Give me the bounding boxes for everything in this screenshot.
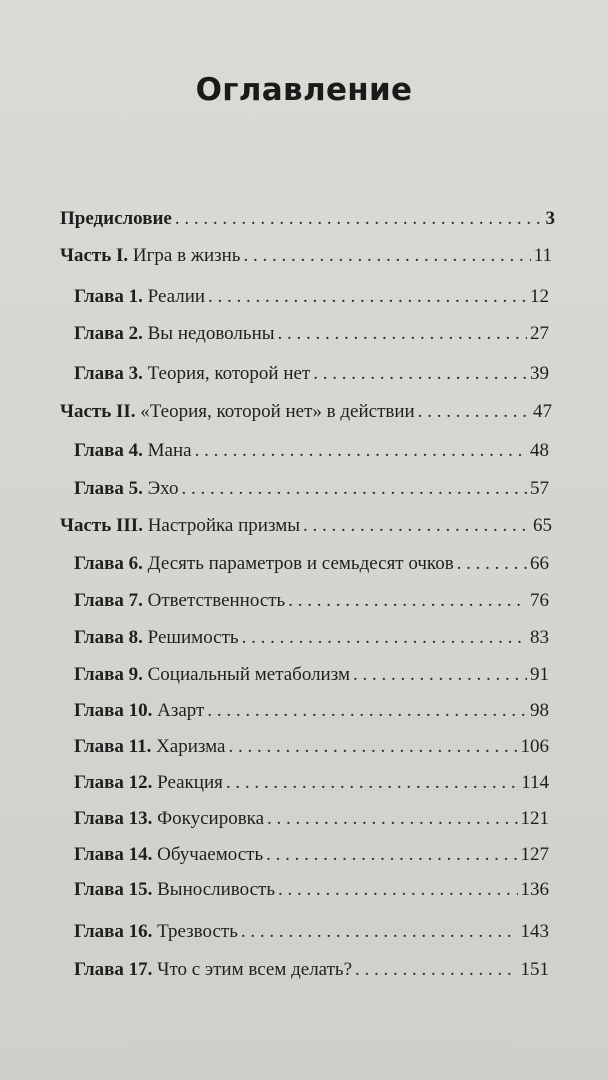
entry-page: 48 [530,440,549,461]
entry-prefix: Часть III. [60,515,143,536]
leader-dots [266,840,517,870]
entry-prefix: Часть I. [60,245,129,266]
entry-prefix: Глава 1. [74,286,143,307]
entry-page: 27 [530,323,549,344]
toc-entry-chapter-15 [74,875,549,905]
entry-prefix: Глава 15. [74,879,153,900]
leader-dots [228,732,517,762]
entry-page: 136 [520,879,549,900]
entry-page: 143 [520,921,549,942]
leader-dots [195,436,527,466]
entry-title: Трезвость [157,921,238,942]
entry-prefix: Глава 13. [74,808,153,829]
entry-prefix: Глава 7. [74,590,143,611]
entry-prefix: Глава 2. [74,323,143,344]
toc-entry-chapter-12 [74,768,549,798]
entry-prefix: Глава 4. [74,440,143,461]
leader-dots [181,474,527,504]
entry-title: «Теория, которой нет» в действии [140,401,415,422]
entry-title: Азарт [157,700,205,721]
toc-entry-chapter-9 [74,660,549,690]
entry-prefix: Глава 5. [74,478,143,499]
leader-dots [457,549,527,579]
leader-dots [243,241,530,271]
entry-page: 11 [533,245,552,266]
toc-entry-chapter-2 [74,319,549,349]
toc-entry-chapter-10 [74,696,549,726]
entry-page: 76 [530,590,549,611]
entry-page: 12 [530,286,549,307]
entry-prefix: Глава 6. [74,553,143,574]
leader-dots [353,660,527,690]
leader-dots [241,917,518,947]
toc-entry-chapter-5 [74,474,549,504]
entry-prefix: Глава 3. [74,363,143,384]
leader-dots [226,768,518,798]
entry-title: Теория, которой нет [147,363,311,384]
leader-dots [175,204,543,234]
entry-title: Что с этим всем делать? [157,959,353,980]
toc-entry-chapter-16 [74,917,549,947]
entry-title: Эхо [147,478,179,499]
toc-entry-chapter-17 [74,955,549,985]
entry-page: 39 [530,363,549,384]
entry-title: Решимость [147,627,239,648]
toc-entry-chapter-14 [74,840,549,870]
entry-title: Вы недовольны [147,323,275,344]
toc-entry-chapter-4 [74,436,549,466]
toc-entry-chapter-11 [74,732,549,762]
toc-entry-part-2 [60,397,552,427]
toc-entry-chapter-13 [74,804,549,834]
entry-prefix: Глава 11. [74,736,152,757]
entry-title: Десять параметров и семьдесят очков [147,553,454,574]
entry-page: 91 [530,664,549,685]
toc-entry-chapter-6 [74,549,549,579]
entry-prefix: Глава 16. [74,921,153,942]
entry-prefix: Глава 9. [74,664,143,685]
entry-title: Ответственность [147,590,286,611]
entry-page: 57 [530,478,549,499]
entry-prefix: Глава 12. [74,772,153,793]
entry-page: 3 [545,208,555,229]
entry-page: 114 [521,772,549,793]
entry-page: 151 [520,959,549,980]
toc-entry-chapter-7 [74,586,549,616]
entry-page: 47 [533,401,552,422]
entry-page: 65 [533,515,552,536]
entry-page: 66 [530,553,549,574]
entry-title: Социальный метаболизм [147,664,350,685]
leader-dots [278,319,527,349]
toc-entry-part-1 [60,241,552,271]
entry-title: Обучаемость [157,844,264,865]
leader-dots [208,282,527,312]
entry-page: 98 [530,700,549,721]
entry-prefix: Часть II. [60,401,136,422]
entry-title: Мана [147,440,192,461]
toc-entry-part-3 [60,511,552,541]
entry-title: Реакция [157,772,223,793]
entry-title: Реалии [147,286,206,307]
page-title: Оглавление [195,72,413,108]
leader-dots [278,875,517,905]
entry-title: Фокусировка [157,808,265,829]
toc-entry-chapter-8 [74,623,549,653]
leader-dots [303,511,530,541]
entry-prefix: Глава 8. [74,627,143,648]
entry-title: Харизма [156,736,226,757]
entry-page: 121 [520,808,549,829]
entry-prefix: Глава 17. [74,959,153,980]
entry-page: 106 [520,736,549,757]
toc-entry-chapter-1 [74,282,549,312]
entry-prefix: Глава 10. [74,700,153,721]
entry-page: 127 [520,844,549,865]
leader-dots [267,804,517,834]
leader-dots [313,359,527,389]
leader-dots [418,397,530,427]
toc-entry-preface [60,204,555,234]
entry-title: Настройка призмы [147,515,300,536]
entry-title: Игра в жизнь [132,245,241,266]
entry-page: 83 [530,627,549,648]
leader-dots [242,623,527,653]
toc-entry-chapter-3 [74,359,549,389]
entry-title: Выносливость [157,879,276,900]
leader-dots [355,955,517,985]
leader-dots [207,696,527,726]
entry-prefix: Глава 14. [74,844,153,865]
entry-prefix: Предисловие [60,208,172,229]
leader-dots [288,586,527,616]
